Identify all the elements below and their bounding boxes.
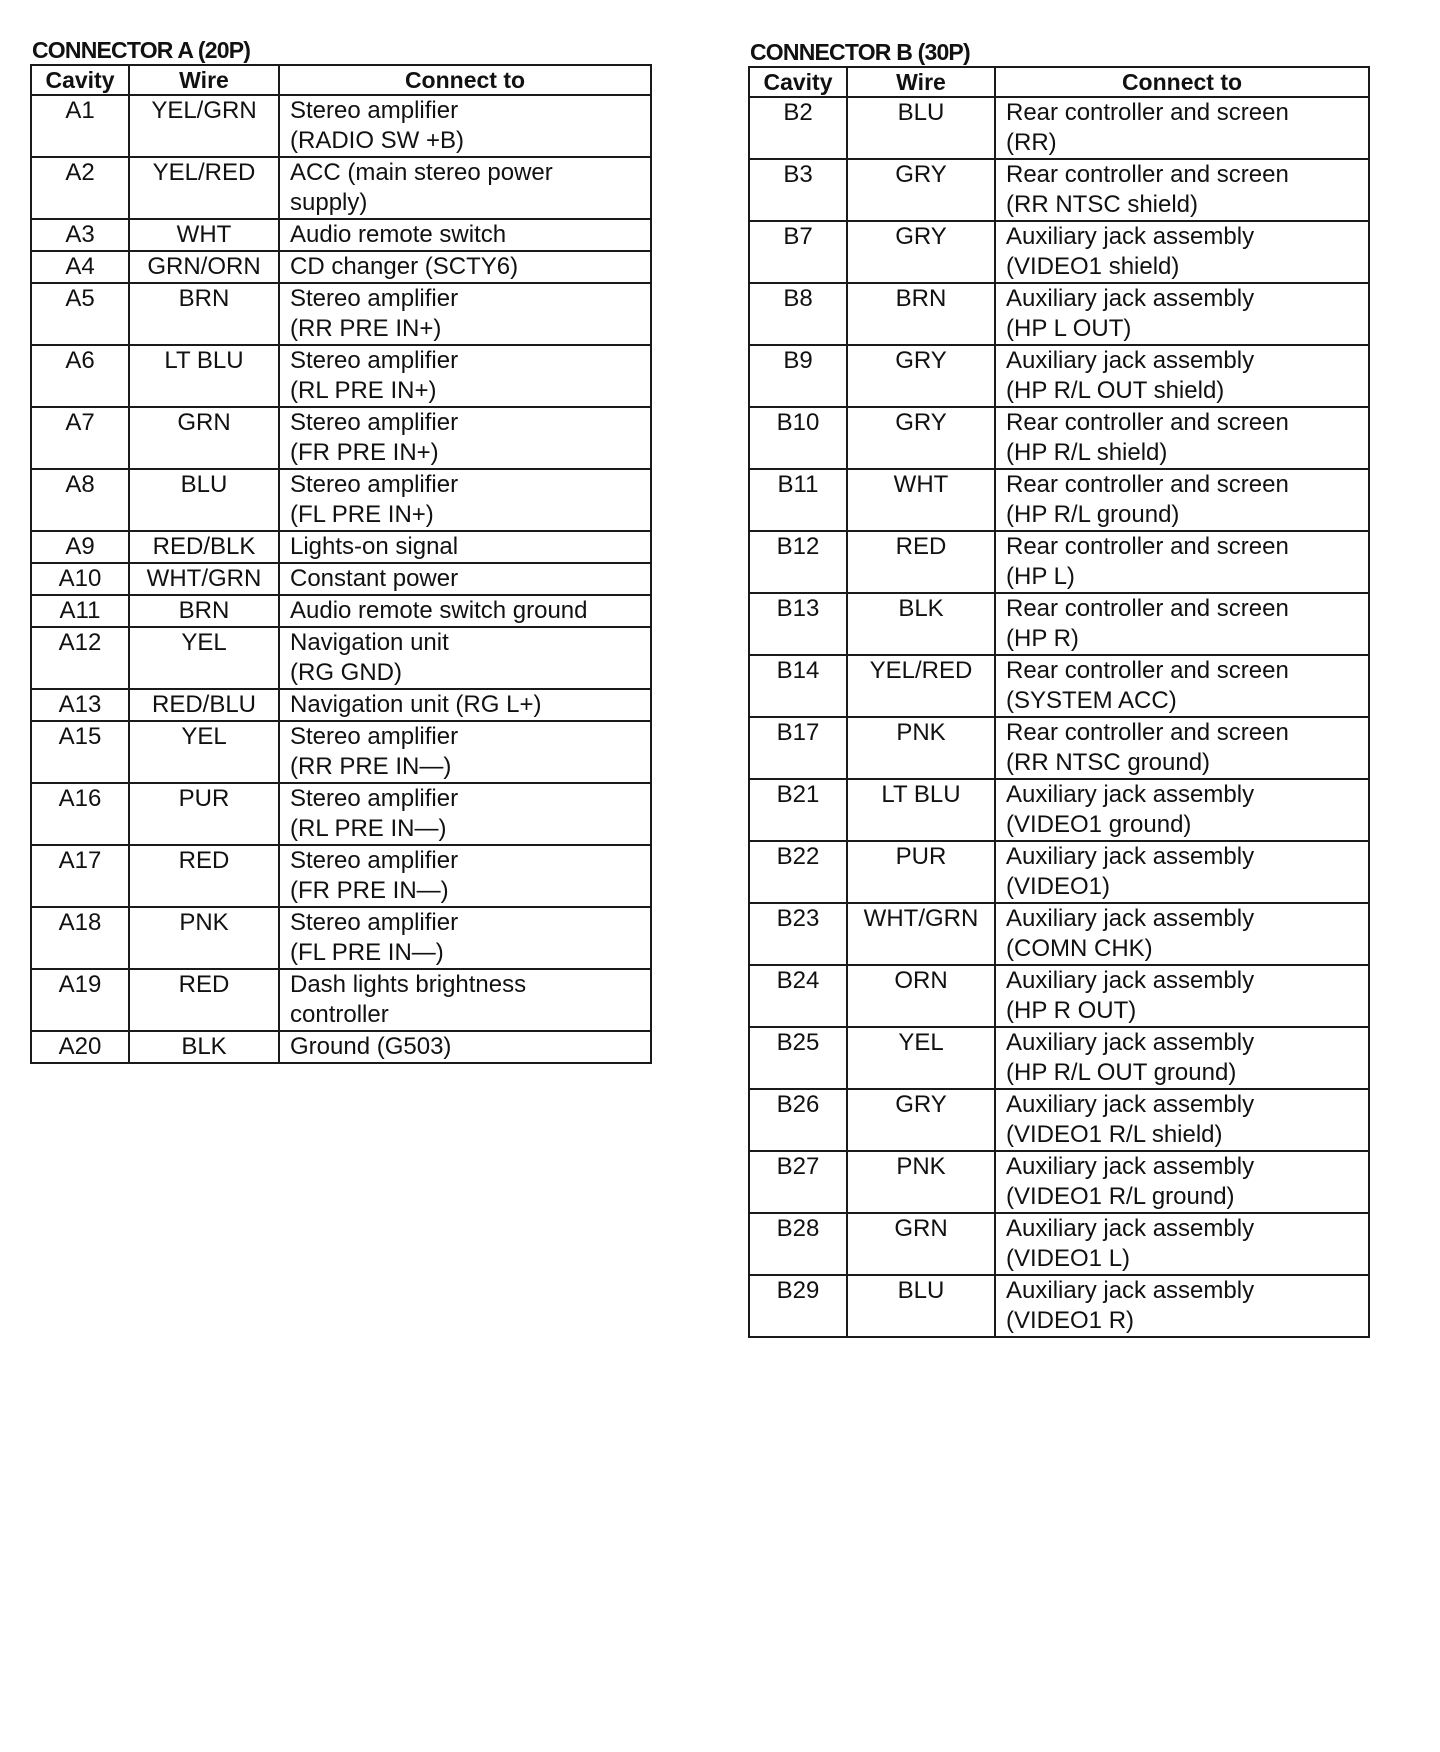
table-header-row <box>749 67 1369 97</box>
wire-cell: GRN <box>847 1213 995 1275</box>
connect-to-cell: Rear controller and screen (SYSTEM ACC) <box>995 655 1369 717</box>
wire-cell: YEL <box>129 627 279 689</box>
cavity-cell: A19 <box>31 969 129 1031</box>
cavity-column-header: Cavity <box>749 67 847 97</box>
table-row <box>31 627 651 689</box>
connect-to-cell: Rear controller and screen (RR NTSC shield) <box>995 159 1369 221</box>
cavity-cell: A7 <box>31 407 129 469</box>
connect-to-cell: Navigation unit (RG GND) <box>279 627 651 689</box>
wire-cell: PNK <box>129 907 279 969</box>
table-row <box>749 1213 1369 1275</box>
cavity-cell: B22 <box>749 841 847 903</box>
connect-to-cell: Auxiliary jack assembly (VIDEO1) <box>995 841 1369 903</box>
cavity-cell: B27 <box>749 1151 847 1213</box>
table-row <box>749 1275 1369 1337</box>
table-row <box>31 345 651 407</box>
connect-to-cell: Auxiliary jack assembly (VIDEO1 shield) <box>995 221 1369 283</box>
wire-column-header: Wire <box>847 67 995 97</box>
wire-cell: BLU <box>847 97 995 159</box>
connect-to-cell: Auxiliary jack assembly (VIDEO1 R) <box>995 1275 1369 1337</box>
cavity-cell: B8 <box>749 283 847 345</box>
connect-to-cell: Auxiliary jack assembly (HP R OUT) <box>995 965 1369 1027</box>
cavity-cell: A1 <box>31 95 129 157</box>
wire-cell: PNK <box>847 717 995 779</box>
table-row <box>749 903 1369 965</box>
connect-to-cell: Audio remote switch ground <box>279 595 651 627</box>
wire-cell: YEL/RED <box>129 157 279 219</box>
wire-cell: WHT/GRN <box>129 563 279 595</box>
wire-cell: GRY <box>847 221 995 283</box>
table-row <box>31 783 651 845</box>
connect-to-cell: Stereo amplifier (RL PRE IN+) <box>279 345 651 407</box>
cavity-cell: B26 <box>749 1089 847 1151</box>
connect-to-cell: Rear controller and screen (HP R/L shield) <box>995 407 1369 469</box>
connect-to-cell: Auxiliary jack assembly (HP L OUT) <box>995 283 1369 345</box>
wire-cell: BLK <box>129 1031 279 1063</box>
connect-to-cell: CD changer (SCTY6) <box>279 251 651 283</box>
cavity-cell: B23 <box>749 903 847 965</box>
wire-cell: BLU <box>847 1275 995 1337</box>
connect-to-column-header: Connect to <box>995 67 1369 97</box>
connect-to-cell: Lights-on signal <box>279 531 651 563</box>
connector-b-rows <box>749 97 1369 1337</box>
cavity-cell: A13 <box>31 689 129 721</box>
cavity-cell: A20 <box>31 1031 129 1063</box>
wire-column-header: Wire <box>129 65 279 95</box>
wire-cell: WHT <box>129 219 279 251</box>
table-row <box>31 721 651 783</box>
table-row <box>31 907 651 969</box>
connect-to-cell: Rear controller and screen (RR NTSC ground) <box>995 717 1369 779</box>
wire-cell: LT BLU <box>847 779 995 841</box>
wire-cell: RED <box>847 531 995 593</box>
wire-cell: RED/BLK <box>129 531 279 563</box>
wire-cell: PNK <box>847 1151 995 1213</box>
connect-to-cell: Stereo amplifier (RL PRE IN—) <box>279 783 651 845</box>
connect-to-cell: Dash lights brightness controller <box>279 969 651 1031</box>
connect-to-cell: Stereo amplifier (FR PRE IN—) <box>279 845 651 907</box>
table-row <box>31 595 651 627</box>
table-row <box>31 531 651 563</box>
table-row <box>31 563 651 595</box>
table-row <box>31 219 651 251</box>
wire-cell: GRY <box>847 407 995 469</box>
cavity-cell: A3 <box>31 219 129 251</box>
connect-to-cell: Auxiliary jack assembly (VIDEO1 R/L shield) <box>995 1089 1369 1151</box>
wire-cell: GRY <box>847 159 995 221</box>
cavity-cell: A10 <box>31 563 129 595</box>
connect-to-cell: Stereo amplifier (FL PRE IN—) <box>279 907 651 969</box>
table-row <box>31 251 651 283</box>
table-row <box>749 965 1369 1027</box>
wire-cell: GRN/ORN <box>129 251 279 283</box>
cavity-column-header: Cavity <box>31 65 129 95</box>
wire-cell: GRN <box>129 407 279 469</box>
cavity-cell: B12 <box>749 531 847 593</box>
connect-to-cell: Ground (G503) <box>279 1031 651 1063</box>
table-row <box>31 95 651 157</box>
connect-to-cell: Stereo amplifier (FR PRE IN+) <box>279 407 651 469</box>
cavity-cell: B28 <box>749 1213 847 1275</box>
wire-cell: WHT/GRN <box>847 903 995 965</box>
cavity-cell: A2 <box>31 157 129 219</box>
wire-cell: BRN <box>129 283 279 345</box>
connector-a-table <box>30 64 652 1064</box>
table-row <box>31 469 651 531</box>
cavity-cell: B17 <box>749 717 847 779</box>
table-row <box>749 593 1369 655</box>
cavity-cell: B29 <box>749 1275 847 1337</box>
table-header-row <box>31 65 651 95</box>
table-row <box>749 717 1369 779</box>
wire-cell: BLK <box>847 593 995 655</box>
connect-to-cell: Auxiliary jack assembly (COMN CHK) <box>995 903 1369 965</box>
wire-cell: YEL <box>847 1027 995 1089</box>
connector-b-section <box>748 38 1370 1338</box>
table-row <box>749 531 1369 593</box>
connector-a-section <box>30 36 652 1064</box>
wire-cell: PUR <box>129 783 279 845</box>
connector-a-title: CONNECTOR A (20P) <box>32 37 251 63</box>
cavity-cell: A12 <box>31 627 129 689</box>
table-row <box>749 221 1369 283</box>
table-row <box>749 1089 1369 1151</box>
cavity-cell: A15 <box>31 721 129 783</box>
table-row <box>749 407 1369 469</box>
table-row <box>749 97 1369 159</box>
cavity-cell: B7 <box>749 221 847 283</box>
cavity-cell: A17 <box>31 845 129 907</box>
connect-to-cell: Rear controller and screen (HP L) <box>995 531 1369 593</box>
connect-to-cell: Rear controller and screen (HP R/L ground) <box>995 469 1369 531</box>
connect-to-cell: Auxiliary jack assembly (VIDEO1 ground) <box>995 779 1369 841</box>
connect-to-cell: Stereo amplifier (RADIO SW +B) <box>279 95 651 157</box>
connect-to-cell: Stereo amplifier (RR PRE IN—) <box>279 721 651 783</box>
wire-cell: RED <box>129 969 279 1031</box>
cavity-cell: A16 <box>31 783 129 845</box>
table-row <box>749 779 1369 841</box>
connect-to-cell: ACC (main stereo power supply) <box>279 157 651 219</box>
connect-to-cell: Auxiliary jack assembly (HP R/L OUT shield) <box>995 345 1369 407</box>
cavity-cell: B10 <box>749 407 847 469</box>
table-row <box>749 469 1369 531</box>
connect-to-cell: Constant power <box>279 563 651 595</box>
connect-to-cell: Auxiliary jack assembly (HP R/L OUT ground) <box>995 1027 1369 1089</box>
cavity-cell: A9 <box>31 531 129 563</box>
wire-cell: YEL/RED <box>847 655 995 717</box>
cavity-cell: B25 <box>749 1027 847 1089</box>
wire-cell: GRY <box>847 1089 995 1151</box>
wire-cell: YEL/GRN <box>129 95 279 157</box>
cavity-cell: A5 <box>31 283 129 345</box>
table-row <box>31 407 651 469</box>
cavity-cell: B13 <box>749 593 847 655</box>
connect-to-cell: Stereo amplifier (RR PRE IN+) <box>279 283 651 345</box>
connect-to-cell: Rear controller and screen (RR) <box>995 97 1369 159</box>
connect-to-cell: Stereo amplifier (FL PRE IN+) <box>279 469 651 531</box>
cavity-cell: B9 <box>749 345 847 407</box>
connect-to-cell: Rear controller and screen (HP R) <box>995 593 1369 655</box>
table-row <box>31 845 651 907</box>
wire-cell: PUR <box>847 841 995 903</box>
cavity-cell: B21 <box>749 779 847 841</box>
wire-cell: RED/BLU <box>129 689 279 721</box>
cavity-cell: A6 <box>31 345 129 407</box>
table-row <box>749 1151 1369 1213</box>
cavity-cell: A8 <box>31 469 129 531</box>
connect-to-cell: Navigation unit (RG L+) <box>279 689 651 721</box>
connect-to-cell: Auxiliary jack assembly (VIDEO1 R/L ground) <box>995 1151 1369 1213</box>
wire-cell: WHT <box>847 469 995 531</box>
wire-cell: ORN <box>847 965 995 1027</box>
connect-to-column-header: Connect to <box>279 65 651 95</box>
wire-cell: BRN <box>847 283 995 345</box>
wire-cell: BLU <box>129 469 279 531</box>
table-row <box>749 655 1369 717</box>
connect-to-cell: Audio remote switch <box>279 219 651 251</box>
connect-to-cell: Auxiliary jack assembly (VIDEO1 L) <box>995 1213 1369 1275</box>
table-row <box>31 689 651 721</box>
cavity-cell: B14 <box>749 655 847 717</box>
table-row <box>31 283 651 345</box>
cavity-cell: A4 <box>31 251 129 283</box>
cavity-cell: B2 <box>749 97 847 159</box>
table-row <box>749 841 1369 903</box>
table-row <box>31 1031 651 1063</box>
table-row <box>749 345 1369 407</box>
connector-a-rows <box>31 95 651 1063</box>
table-row <box>749 159 1369 221</box>
cavity-cell: A11 <box>31 595 129 627</box>
wire-cell: YEL <box>129 721 279 783</box>
table-row <box>31 969 651 1031</box>
cavity-cell: A18 <box>31 907 129 969</box>
cavity-cell: B24 <box>749 965 847 1027</box>
table-row <box>31 157 651 219</box>
cavity-cell: B11 <box>749 469 847 531</box>
wire-cell: RED <box>129 845 279 907</box>
table-row <box>749 1027 1369 1089</box>
table-row <box>749 283 1369 345</box>
connector-b-title: CONNECTOR B (30P) <box>750 39 970 65</box>
wire-cell: GRY <box>847 345 995 407</box>
wire-cell: LT BLU <box>129 345 279 407</box>
cavity-cell: B3 <box>749 159 847 221</box>
connector-b-table <box>748 66 1370 1338</box>
wire-cell: BRN <box>129 595 279 627</box>
